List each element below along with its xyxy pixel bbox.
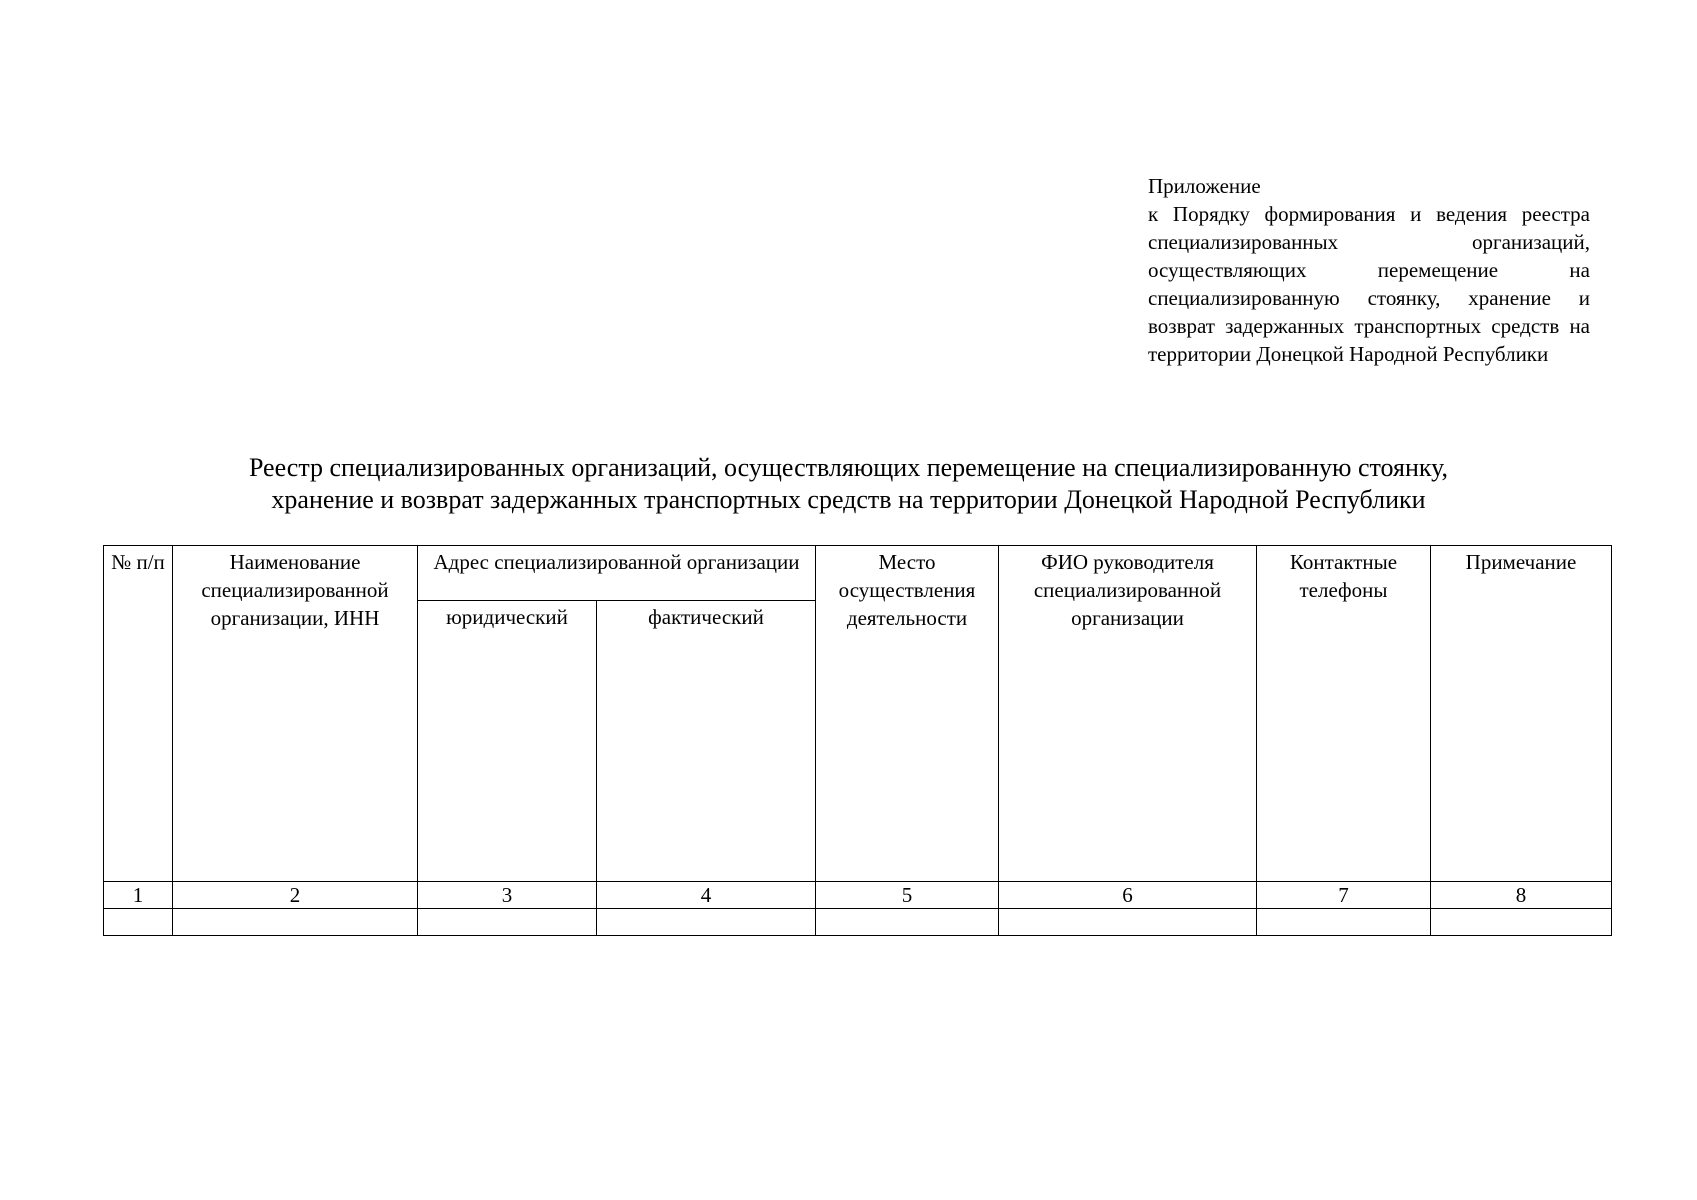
column-number: 4: [597, 882, 816, 909]
header-address-actual: фактический: [597, 601, 816, 882]
header-note: Примечание: [1431, 546, 1612, 882]
table-cell: [999, 909, 1257, 936]
column-number: 8: [1431, 882, 1612, 909]
title-line-2: хранение и возврат задержанных транспортных средств на территории Донецкой Народной Республики: [271, 485, 1426, 514]
table-cell: [1431, 909, 1612, 936]
column-number: 6: [999, 882, 1257, 909]
table-cell: [816, 909, 999, 936]
appendix-text: к Порядку формирования и ведения реестра специализированных организаций, осуществляющих перемещение на специализированную стоянку, хранение и возврат задержанных транспортных средств на территории Донецкой Народной Республики: [1148, 202, 1590, 366]
table-row: [104, 909, 1612, 936]
header-phones: Контактные телефоны: [1257, 546, 1431, 882]
header-director: ФИО руководителя специализированной организации: [999, 546, 1257, 882]
header-row-top: [104, 546, 1612, 601]
column-number-row: [104, 882, 1612, 909]
column-number: 7: [1257, 882, 1431, 909]
column-number: 2: [173, 882, 418, 909]
table-cell: [418, 909, 597, 936]
table-cell: [597, 909, 816, 936]
title-line-1: Реестр специализированных организаций, осуществляющих перемещение на специализированную стоянку,: [248, 453, 1449, 482]
table-cell: [1257, 909, 1431, 936]
column-number: 3: [418, 882, 597, 909]
header-address-legal: юридический: [418, 601, 597, 882]
header-name: Наименование специализированной организации, ИНН: [173, 546, 418, 882]
header-address: Адрес специализированной организации: [418, 546, 816, 601]
registry-table: [103, 545, 1612, 936]
document-title: [0, 452, 1697, 516]
appendix-heading: Приложение: [1148, 174, 1261, 198]
column-number: 5: [816, 882, 999, 909]
header-place: Место осуществления деятельности: [816, 546, 999, 882]
table-cell: [104, 909, 173, 936]
appendix-block: [1148, 172, 1590, 368]
column-number: 1: [104, 882, 173, 909]
table-cell: [173, 909, 418, 936]
header-num: № п/п: [104, 546, 173, 882]
